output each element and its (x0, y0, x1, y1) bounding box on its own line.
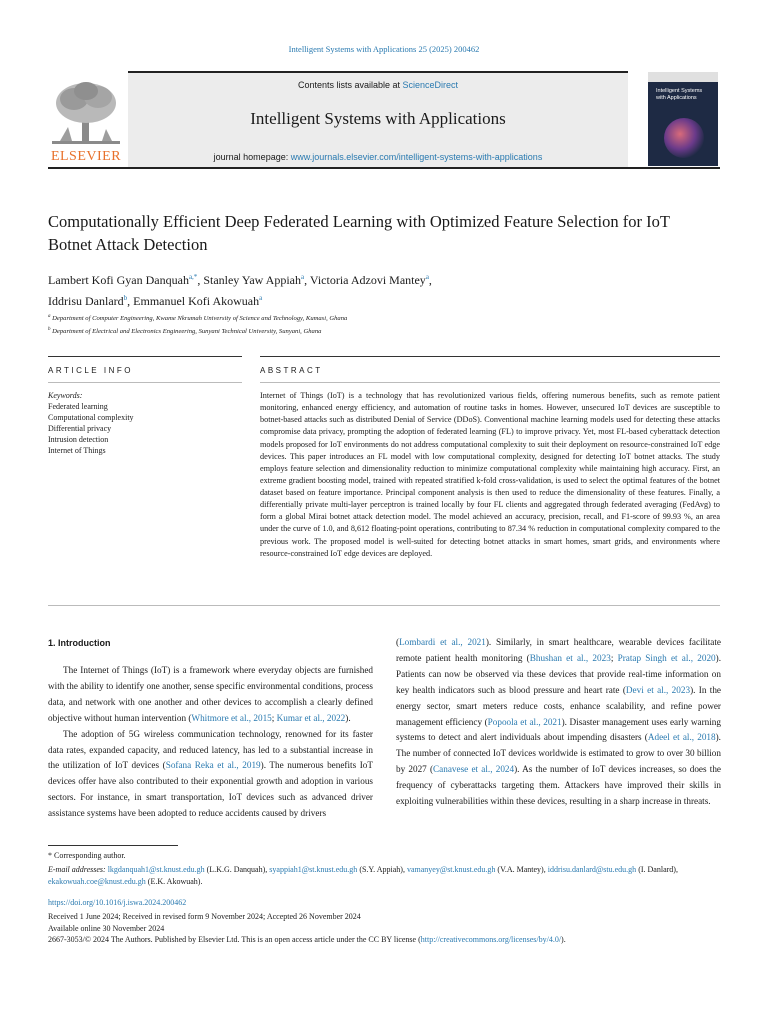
affiliation-mark: b (48, 327, 51, 333)
corresponding-author-note: * Corresponding author. (48, 851, 126, 860)
keywords-block (48, 390, 238, 456)
text-run: The Internet of Things (IoT) is a framework where everyday objects are furnished with the ability to identify one another, sense specific environmental conditions, process data, and network with one another and other devices to accomplish a clearly defined objective without human intervention ( (48, 665, 373, 723)
article-info-heading: ARTICLE INFO (48, 366, 133, 375)
email-link[interactable]: ekakowuah.coe@knust.edu.gh (48, 877, 146, 886)
journal-homepage (128, 152, 628, 162)
email-label: E-mail addresses: (48, 865, 108, 874)
section-heading-introduction: 1. Introduction (48, 638, 111, 648)
text-run: ). In the energy sector, smart meters reduce costs, enhance scalability, and refine power management efficiency ( (396, 684, 721, 727)
text-run: ). (345, 712, 351, 723)
author-name[interactable]: Emmanuel Kofi Akowuah (133, 294, 260, 308)
text-run: ). Similarly, in smart healthcare, wearable devices facilitate remote patient health monitoring ( (396, 637, 721, 663)
email-link[interactable]: syappiah1@st.knust.edu.gh (269, 865, 358, 874)
text-run: (I. Danlard), (636, 865, 678, 874)
author-name[interactable]: Stanley Yaw Appiah (203, 273, 301, 287)
author-name[interactable]: Iddrisu Danlard (48, 294, 124, 308)
author-affiliation-mark[interactable]: a (425, 273, 429, 281)
abstract-subrule (260, 382, 720, 383)
citation-link[interactable]: Adeel et al., 2018 (647, 732, 716, 743)
author-separator: , (428, 273, 432, 287)
text-run: The adoption of 5G wireless communication technology, renowned for its faster data rates, expanded capacity, and reduced latency, has led to a substantial increase in the utilization of IoT devices ( (48, 728, 373, 771)
text-run: ). The numerous benefits IoT devices offer have also contributed to their exponential growth and adoption in various sectors. For instance, in smart transportation, IoT devices such as advanced driver assistance systems have been adopted to reduce accidents caused by drivers (48, 760, 373, 819)
keyword: Computational complexity (48, 413, 134, 422)
abstract-heading: ABSTRACT (260, 366, 323, 375)
citation-link[interactable]: Pratap Singh et al., 2020 (617, 652, 716, 663)
keyword: Federated learning (48, 402, 108, 411)
article-dates (48, 911, 720, 934)
text-run: ). Patients can now be observed via these devices that provide real-time information on key health indicators such as blood pressure and heart rate ( (396, 652, 721, 695)
journal-title: Intelligent Systems with Applications (250, 109, 506, 128)
text-run: ( (396, 637, 400, 647)
text-run: (L.K.G. Danquah), (204, 865, 270, 874)
author-separator: , (304, 273, 310, 287)
copyright-text: 2667-3053/© 2024 The Authors. Published by Elsevier Ltd. This is an open access article under the CC BY license ( (48, 935, 421, 944)
affiliation-text: Department of Electrical and Electronics Engineering, Sunyani Technical University, Sunyani, Ghana (52, 328, 322, 336)
keywords-label: Keywords: (48, 391, 83, 400)
keyword: Differential privacy (48, 424, 112, 433)
citation-link[interactable]: Sofana Reka et al., 2019 (165, 760, 261, 771)
contents-line (128, 80, 628, 90)
article-info-rule (48, 356, 242, 357)
affiliations (48, 311, 648, 337)
email-link[interactable]: iddrisu.danlard@stu.edu.gh (547, 865, 637, 874)
contents-prefix: Contents lists available at (297, 80, 403, 90)
article-title: Computationally Efficient Deep Federated Learning with Optimized Feature Selection for IoT Botnet Attack Detection (48, 212, 670, 254)
online-date: Available online 30 November 2024 (48, 923, 165, 933)
author-separator: , (127, 294, 134, 308)
text-run: ; (610, 652, 618, 663)
citation-link[interactable]: Devi et al., 2023 (625, 684, 691, 695)
email-list (48, 865, 678, 886)
text-run: ). Disaster management uses early warning systems to detect and alert individuals about impending disasters ( (396, 716, 721, 743)
received-dates: Received 1 June 2024; Received in revised form 9 November 2024; Accepted 26 November 2024 (48, 912, 361, 921)
abstract-text: Internet of Things (IoT) is a technology that has revolutionized various fields, offering numerous benefits, such as remote patient monitoring, enhanced energy efficiency, and automation of routine tasks in homes. However, unsecured IoT devices are susceptible to botnet-based attacks such as distributed Denial of Service (DDoS). Conventional machine learning models used for detecting these attacks compromise data privacy, prompting the adoption of federated learning (FL) to improve privacy. Yet, most FL-based cyberattack detection models proposed for IoT environments do not address computational complexity to suit their deployment on resource-constrained IoT edge devices. This paper introduces an FL model with low computational complexity, designed for detecting IoT botnet attacks. The study employs feature selection and dimensionality reduction to minimize computational complexity while maintaining high accuracy. First, an extreme gradient boosting model, trained with repeated stratified k-fold cross-validation, is used to select the optimal features of the botnet dataset based on feature importance. Principal component analysis is then used to reduce the dimensionality of these features. Finally, a differentially private multi-layer perceptron is trained locally by four FL clients and aggregated through federated averaging (FedAvg) to form a global Mirai botnet attack detection model. The model achieved an accuracy, precision, recall, and F1-score of 99.93 %, an area under the curve of 1.0, and 8,612 floating-point operations, contributing to 87.34 % reduction in computational complexity compared to the previous work. The proposed model is well-suited for detecting botnet attacks in smart homes, smart grids, and environments where resource-constrained IoT edge devices are deployed. (260, 391, 720, 558)
journal-reference[interactable]: Intelligent Systems with Applications 25 (2025) 200462 (288, 44, 480, 54)
intro-right-column (396, 635, 721, 810)
author-affiliation-mark[interactable]: a,* (188, 273, 198, 281)
cover-title: Intelligent Systems with Applications (656, 88, 703, 101)
email-link[interactable]: lkgdanquah1@st.knust.edu.gh (107, 865, 205, 874)
author-name[interactable]: Victoria Adzovi Mantey (309, 273, 426, 287)
email-addresses (48, 864, 720, 888)
journal-cover[interactable] (648, 72, 718, 166)
publisher-wordmark: ELSEVIER (50, 149, 122, 164)
citation-link[interactable]: Lombardi et al., 2021 (399, 637, 486, 647)
abstract-rule (260, 356, 720, 357)
text-run: (V.A. Mantey), (495, 865, 548, 874)
author-separator: , (197, 273, 204, 287)
homepage-link[interactable]: www.journals.elsevier.com/intelligent-systems-with-applications (290, 152, 543, 162)
intro-paragraph (396, 635, 721, 810)
cover-stripe (648, 72, 718, 82)
keyword: Internet of Things (48, 446, 106, 455)
text-run: ). The number of connected IoT devices worldwide is estimated to grow to over 30 billion by 2027 ( (396, 732, 721, 775)
text-run: ; (271, 712, 277, 723)
affiliation-text: Department of Computer Engineering, Kwame Nkrumah University of Science and Technology, Kumasi, Ghana (52, 315, 348, 323)
footnote-rule (48, 845, 178, 846)
header-bottom-rule (48, 167, 720, 169)
email-link[interactable]: vamanyey@st.knust.edu.gh (406, 865, 496, 874)
citation-link[interactable]: Popoola et al., 2021 (487, 716, 562, 727)
author-name[interactable]: Lambert Kofi Gyan Danquah (48, 273, 189, 287)
author-affiliation-mark[interactable]: a (300, 273, 305, 281)
elsevier-logo[interactable] (46, 77, 126, 165)
intro-paragraph (48, 663, 373, 727)
doi-link[interactable]: https://doi.org/10.1016/j.iswa.2024.200462 (48, 898, 187, 907)
abstract-end-rule (48, 605, 720, 606)
affiliation-item (48, 311, 648, 324)
citation-link[interactable]: Kumar et al., 2022 (276, 712, 346, 723)
affiliation-item (48, 324, 648, 337)
citation-link[interactable]: Whitmore et al., 2015 (191, 712, 272, 723)
intro-left-column (48, 663, 373, 822)
article-info-subrule (48, 382, 242, 383)
tree-icon (46, 77, 126, 147)
text-run: ). As the number of IoT devices increases, so does the frequency of cyberattacks targeting them. Attackers have improved their skills in exploiting vulnerabilities within these devices, resulting in a sharp increase in threats. (396, 764, 722, 807)
affiliation-mark: a (48, 314, 51, 319)
homepage-prefix: journal homepage: (213, 152, 291, 162)
author-affiliation-mark[interactable]: a (259, 294, 263, 302)
copyright-suffix: ). (561, 935, 566, 944)
citation-link[interactable]: Bhushan et al., 2023 (529, 652, 611, 663)
text-run: (S.Y. Appiah), (357, 865, 407, 874)
intro-paragraph (48, 727, 373, 822)
author-list (48, 268, 648, 310)
author-affiliation-mark[interactable]: b (123, 294, 128, 302)
sciencedirect-link[interactable]: ScienceDirect (402, 80, 459, 90)
cover-artwork (664, 118, 704, 158)
license-link[interactable]: http://creativecommons.org/licenses/by/4.0/ (420, 935, 562, 944)
copyright-line (48, 935, 720, 944)
keyword: Intrusion detection (48, 435, 109, 444)
citation-link[interactable]: Canavese et al., 2024 (433, 764, 515, 775)
text-run: (E.K. Akowuah). (145, 877, 203, 886)
